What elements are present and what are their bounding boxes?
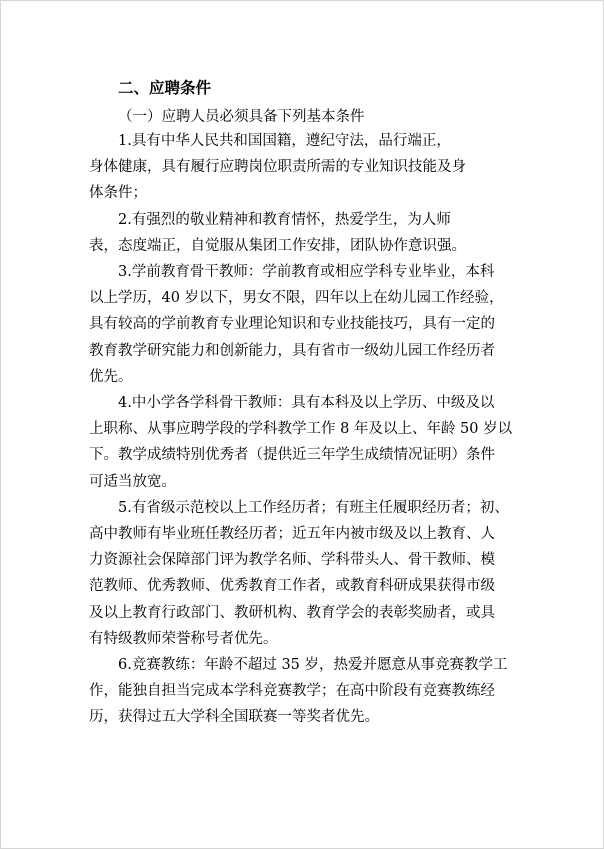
requirement-item bbox=[89, 259, 519, 390]
text-line: 力资源社会保障部门评为教学名师、学科带头人、骨干教师、模 bbox=[89, 552, 495, 569]
text-line: 6.竞赛教练：年龄不超过 35 岁，热爱并愿意从事竞赛教学工 bbox=[118, 657, 508, 674]
text-line: 4.中小学各学科骨干教师：具有本科及以上学历、中级及以 bbox=[118, 395, 495, 412]
text-line: 教育教学研究能力和创新能力，具有省市一级幼儿园工作经历者 bbox=[89, 342, 495, 359]
text-line: 有特级教师荣誉称号者优先。 bbox=[89, 630, 278, 647]
subheading: （一）应聘人员必须具备下列基本条件 bbox=[118, 109, 365, 125]
requirement-item bbox=[89, 390, 519, 495]
text-line: 高中教师有毕业班任教经历者；近五年内被市级及以上教育、人 bbox=[89, 526, 495, 543]
text-line: 上职称、从事应聘学段的学科教学工作 8 年及以上、年龄 50 岁以 bbox=[89, 421, 513, 438]
text-line: 以上学历，40 岁以下，男女不限，四年以上在幼儿园工作经验， bbox=[89, 290, 504, 307]
text-line: 表，态度端正，自觉服从集团工作安排，团队协作意识强。 bbox=[89, 237, 466, 254]
text-line: 优先。 bbox=[89, 368, 133, 385]
text-line: 具有较高的学前教育专业理论知识和专业技能技巧，具有一定的 bbox=[89, 316, 495, 333]
text-line: 3.学前教育骨干教师：学前教育或相应学科专业毕业，本科 bbox=[118, 264, 495, 281]
text-line: 下。教学成绩特别优秀者（提供近三年学生成绩情况证明）条件 bbox=[89, 447, 495, 464]
requirement-item bbox=[89, 207, 519, 259]
document-body bbox=[89, 77, 519, 731]
text-line: 5.有省级示范校以上工作经历者；有班主任履职经历者；初、 bbox=[118, 499, 509, 516]
text-line: 2.有强烈的敬业精神和教育情怀，热爱学生，为人师 bbox=[118, 211, 451, 228]
requirement-item bbox=[89, 495, 519, 652]
requirement-item bbox=[89, 652, 519, 731]
text-line: 身体健康，具有履行应聘岗位职责所需的专业知识技能及身 bbox=[89, 159, 466, 176]
text-line: 体条件； bbox=[89, 185, 147, 202]
text-line: 历，获得过五大学科全国联赛一等奖者优先。 bbox=[89, 709, 379, 726]
text-line: 可适当放宽。 bbox=[89, 473, 176, 490]
text-line: 及以上教育行政部门、教研机构、教育学会的表彰奖励者，或具 bbox=[89, 604, 495, 621]
requirement-item bbox=[89, 128, 519, 207]
text-line: 作，能独自担当完成本学科竞赛教学；在高中阶段有竞赛教练经 bbox=[89, 683, 495, 700]
section-heading: 二、应聘条件 bbox=[118, 79, 212, 97]
text-line: 1.具有中华人民共和国国籍，遵纪守法，品行端正， bbox=[118, 133, 451, 149]
text-line: 范教师、优秀教师、优秀教育工作者，或教育科研成果获得市级 bbox=[89, 578, 495, 595]
requirements-list bbox=[89, 128, 519, 731]
